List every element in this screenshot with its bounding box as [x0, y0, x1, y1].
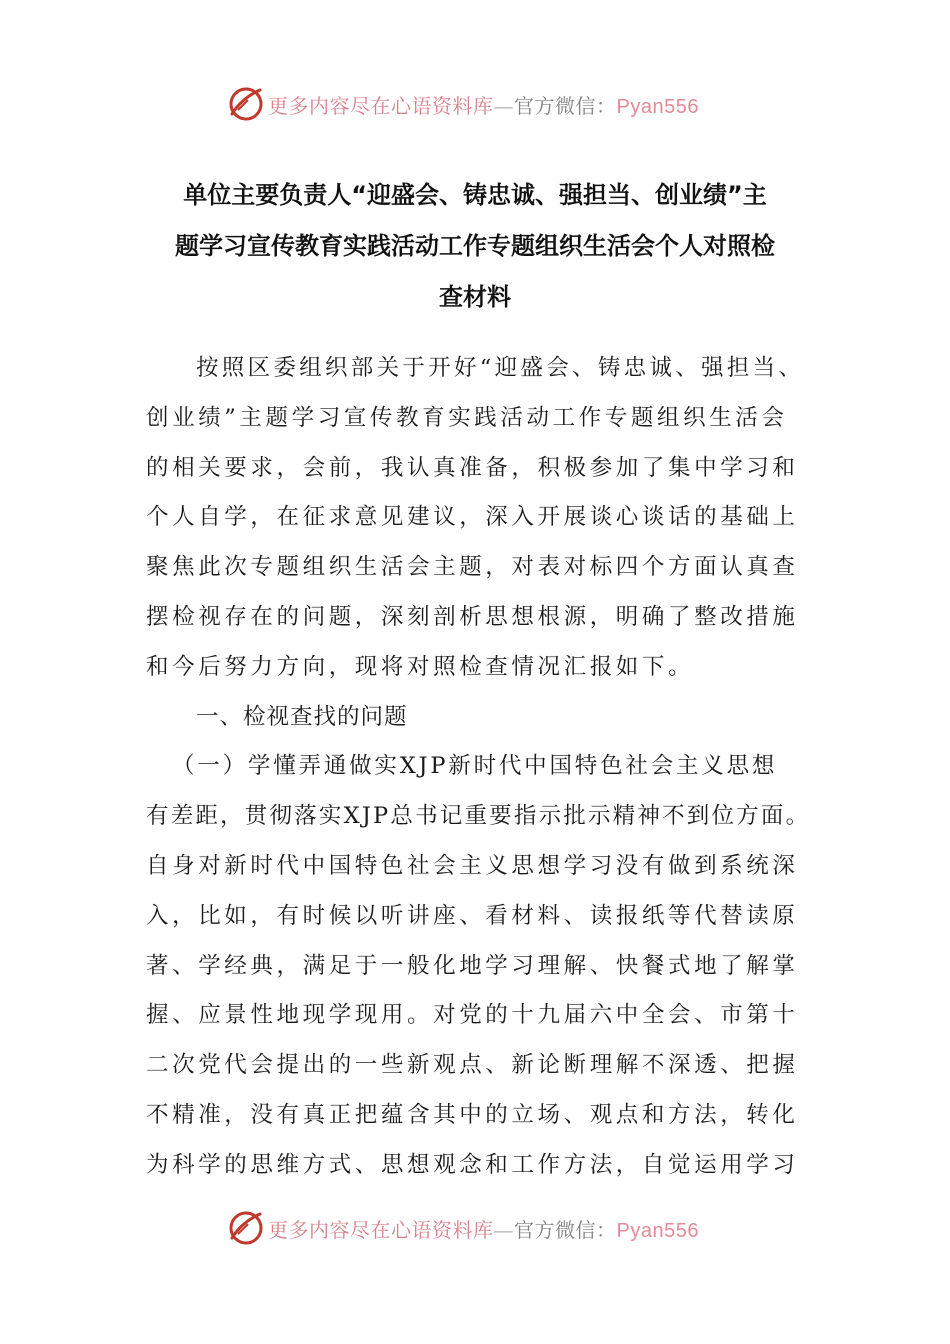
body-line: 著、学经典，满足于一般化地学习理解、快餐式地了解掌 [146, 952, 799, 979]
watermark-wechat-id: Pyan556 [616, 1219, 699, 1242]
body-line: 有差距，贯彻落实XJP总书记重要指示批示精神不到位方面。 [146, 803, 811, 830]
body-line: 摆检视存在的问题，深刻剖析思想根源，明确了整改措施 [146, 603, 799, 630]
watermark-banner-top [226, 82, 746, 126]
body-line: 二次党代会提出的一些新观点、新论断理解不深透、把握 [146, 1052, 799, 1079]
title-line: 查材料 [439, 283, 511, 311]
body-line: 为科学的思维方式、思想观念和工作方法，自觉运用学习 [146, 1151, 799, 1178]
watermark-wechat-id: Pyan556 [616, 95, 699, 118]
document-title [140, 170, 810, 323]
body-line: 创业绩”主题学习宣传教育实践活动工作专题组织生活会 [146, 404, 788, 431]
pen-logo-icon [226, 84, 266, 124]
watermark-wechat-label: 官方微信： [514, 93, 617, 118]
body-line: 按照区委组织部关于开好“迎盛会、铸忠诚、强担当、 [196, 355, 805, 381]
watermark-site-text: 更多内容尽在心语资料库 [268, 93, 494, 118]
watermark-text [268, 1214, 699, 1243]
body-line: 和今后努力方向，现将对照检查情况汇报如下。 [146, 653, 695, 680]
body-line: （一）学懂弄通做实XJP新时代中国特色社会主义思想 [172, 753, 778, 780]
intro-paragraph [146, 344, 816, 693]
subsection-paragraph [146, 742, 816, 1190]
title-line: 单位主要负责人“迎盛会、铸忠诚、强担当、创业绩”主 [183, 181, 767, 209]
body-line: 聚焦此次专题组织生活会主题，对表对标四个方面认真查 [146, 554, 799, 581]
section-heading [146, 693, 816, 743]
body-line: 个人自学，在征求意见建议，深入开展谈心谈话的基础上 [146, 504, 799, 531]
document-body [146, 344, 816, 1191]
watermark-separator: — [493, 1217, 514, 1242]
watermark-wechat-label: 官方微信： [514, 1217, 617, 1242]
section-heading-text: 一、检视查找的问题 [196, 703, 408, 730]
body-line: 握、应景性地现学现用。对党的十九届六中全会、市第十 [146, 1002, 799, 1029]
body-line: 的相关要求，会前，我认真准备，积极参加了集中学习和 [146, 454, 799, 481]
body-line: 入，比如，有时候以听讲座、看材料、读报纸等代替读原 [146, 902, 799, 929]
pen-logo-icon [226, 1208, 266, 1248]
watermark-banner-bottom [226, 1206, 746, 1250]
body-line: 不精准，没有真正把蕴含其中的立场、观点和方法，转化 [146, 1101, 799, 1128]
watermark-separator: — [493, 93, 514, 118]
title-line: 题学习宣传教育实践活动工作专题组织生活会个人对照检 [175, 232, 775, 260]
watermark-text [268, 90, 699, 119]
body-line: 自身对新时代中国特色社会主义思想学习没有做到系统深 [146, 852, 799, 879]
watermark-site-text: 更多内容尽在心语资料库 [268, 1217, 494, 1242]
